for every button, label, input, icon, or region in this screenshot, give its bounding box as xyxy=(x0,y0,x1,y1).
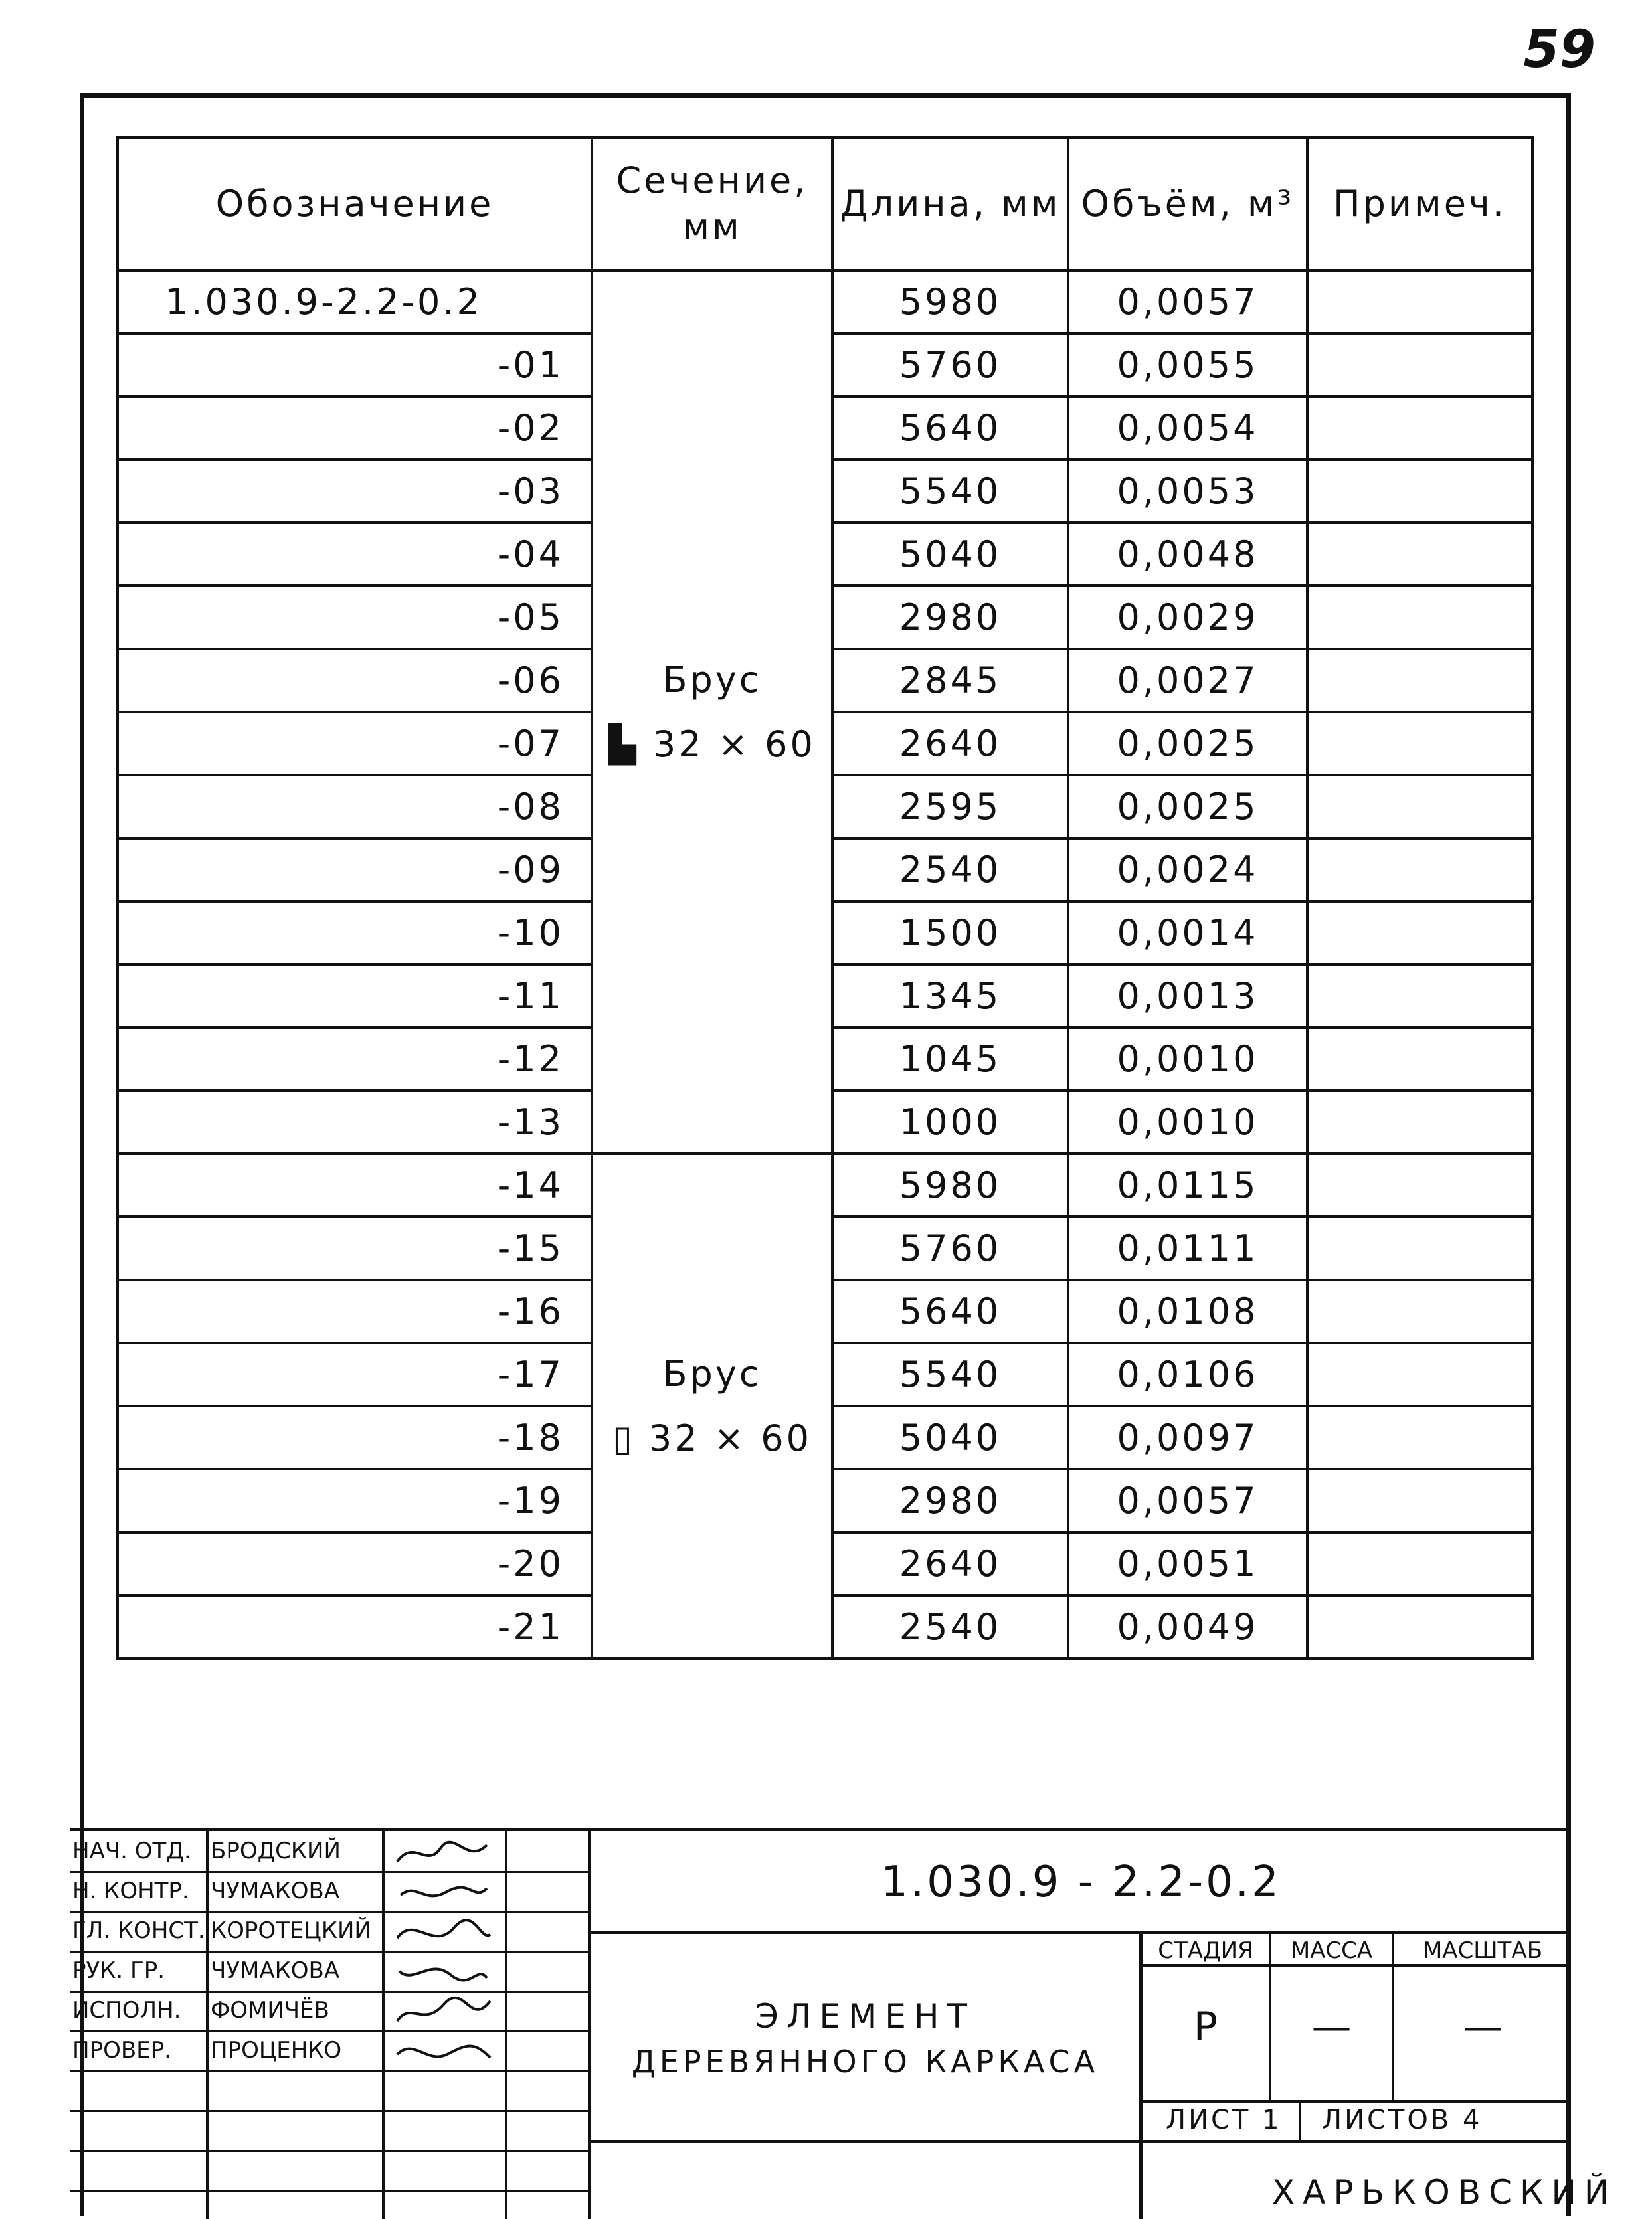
designation-cell: -10 xyxy=(118,901,592,964)
header-volume: Объём, м³ xyxy=(1068,137,1307,270)
drawing-title-line1: ЭЛЕМЕНТ xyxy=(755,1997,975,2036)
stage-value: Р xyxy=(1193,2004,1218,2050)
length-cell: 5040 xyxy=(832,523,1068,586)
mass-value: — xyxy=(1311,2004,1352,2050)
table-row xyxy=(118,1154,1532,1217)
designation-cell: -18 xyxy=(118,1406,592,1469)
header-note: Примеч. xyxy=(1307,137,1532,270)
designation-cell: -11 xyxy=(118,964,592,1027)
volume-cell: 0,0025 xyxy=(1068,775,1307,838)
designation-cell: -08 xyxy=(118,775,592,838)
section-material: Брус xyxy=(662,1352,762,1395)
designation-cell: -14 xyxy=(118,1154,592,1217)
designation-cell: -12 xyxy=(118,1027,592,1091)
length-cell: 5640 xyxy=(832,397,1068,460)
mass-label: МАССА xyxy=(1290,1937,1373,1964)
length-cell: 1500 xyxy=(832,901,1068,964)
designation-cell: -17 xyxy=(118,1343,592,1406)
designation-cell: -01 xyxy=(118,333,592,397)
drawing-title-line2: ДЕРЕВЯННОГО КАРКАСА xyxy=(631,2044,1099,2080)
note-cell xyxy=(1307,649,1532,712)
table-header-row xyxy=(118,137,1532,270)
signatory-name: ЧУМАКОВА xyxy=(211,1878,340,1904)
note-cell xyxy=(1307,775,1532,838)
designation-cell: -03 xyxy=(118,460,592,523)
note-cell xyxy=(1307,523,1532,586)
designation-cell: -19 xyxy=(118,1469,592,1532)
designation-cell: -02 xyxy=(118,397,592,460)
section-cell-rect xyxy=(592,1154,832,1658)
length-cell: 5540 xyxy=(832,1343,1068,1406)
title-block xyxy=(70,1828,1617,2219)
note-cell xyxy=(1307,1027,1532,1091)
length-cell: 5980 xyxy=(832,1154,1068,1217)
note-cell xyxy=(1307,901,1532,964)
signatory-name: КОРОТЕЦКИЙ xyxy=(211,1917,371,1944)
scale-value: — xyxy=(1463,2004,1503,2050)
note-cell xyxy=(1307,1091,1532,1154)
volume-cell: 0,0097 xyxy=(1068,1406,1307,1469)
signature-mark xyxy=(394,1835,494,1871)
volume-cell: 0,0013 xyxy=(1068,964,1307,1027)
length-cell: 2540 xyxy=(832,838,1068,901)
signatory-role: РУК. ГР. xyxy=(72,1957,165,1984)
note-cell xyxy=(1307,1217,1532,1280)
table-row xyxy=(118,270,1532,333)
header-designation: Обозначение xyxy=(118,137,592,270)
length-cell: 5040 xyxy=(832,1406,1068,1469)
section-material: Брус xyxy=(662,658,762,701)
volume-cell: 0,0048 xyxy=(1068,523,1307,586)
designation-cell: -20 xyxy=(118,1532,592,1595)
volume-cell: 0,0053 xyxy=(1068,460,1307,523)
stage-label: СТАДИЯ xyxy=(1158,1937,1253,1964)
note-cell xyxy=(1307,1469,1532,1532)
note-cell xyxy=(1307,333,1532,397)
length-cell: 2540 xyxy=(832,1595,1068,1658)
length-cell: 5980 xyxy=(832,270,1068,333)
signatory-role: ПРОВЕР. xyxy=(72,2037,171,2064)
volume-cell: 0,0027 xyxy=(1068,649,1307,712)
note-cell xyxy=(1307,1406,1532,1469)
header-length: Длина, мм xyxy=(832,137,1068,270)
length-cell: 5760 xyxy=(832,1217,1068,1280)
volume-cell: 0,0057 xyxy=(1068,270,1307,333)
volume-cell: 0,0054 xyxy=(1068,397,1307,460)
volume-cell: 0,0025 xyxy=(1068,712,1307,775)
note-cell xyxy=(1307,838,1532,901)
volume-cell: 0,0051 xyxy=(1068,1532,1307,1595)
signatory-role: ГЛ. КОНСТ. xyxy=(72,1917,205,1944)
note-cell xyxy=(1307,460,1532,523)
length-cell: 2640 xyxy=(832,1532,1068,1595)
signature-mark xyxy=(394,1875,494,1911)
length-cell: 1000 xyxy=(832,1091,1068,1154)
signatory-name: ЧУМАКОВА xyxy=(211,1957,340,1984)
length-cell: 1345 xyxy=(832,964,1068,1027)
sheet-number: ЛИСТ 1 xyxy=(1166,2105,1282,2135)
volume-cell: 0,0014 xyxy=(1068,901,1307,964)
scale-label: МАСШТАБ xyxy=(1422,1937,1543,1964)
length-cell: 5540 xyxy=(832,460,1068,523)
note-cell xyxy=(1307,964,1532,1027)
length-cell: 2640 xyxy=(832,712,1068,775)
signature-mark xyxy=(394,1955,494,1991)
note-cell xyxy=(1307,586,1532,649)
signatory-name: БРОДСКИЙ xyxy=(211,1838,341,1864)
note-cell xyxy=(1307,1154,1532,1217)
length-cell: 1045 xyxy=(832,1027,1068,1091)
volume-cell: 0,0055 xyxy=(1068,333,1307,397)
note-cell xyxy=(1307,397,1532,460)
designation-cell: -13 xyxy=(118,1091,592,1154)
signatory-role: ИСПОЛН. xyxy=(72,1997,181,2024)
length-cell: 2980 xyxy=(832,1469,1068,1532)
note-cell xyxy=(1307,270,1532,333)
volume-cell: 0,0115 xyxy=(1068,1154,1307,1217)
sheet-count: ЛИСТОВ 4 xyxy=(1322,2105,1483,2135)
note-cell xyxy=(1307,1280,1532,1343)
note-cell xyxy=(1307,1532,1532,1595)
signatory-role: НАЧ. ОТД. xyxy=(72,1838,191,1864)
document-code: 1.030.9 - 2.2-0.2 xyxy=(881,1858,1281,1907)
page-number: 59 xyxy=(1523,20,1596,80)
specification-table xyxy=(116,136,1534,1660)
designation-cell: -16 xyxy=(118,1280,592,1343)
designation-cell: -15 xyxy=(118,1217,592,1280)
signatory-role: Н. КОНТР. xyxy=(72,1878,189,1904)
note-cell xyxy=(1307,712,1532,775)
signatory-name: ПРОЦЕНКО xyxy=(211,2037,342,2064)
volume-cell: 0,0108 xyxy=(1068,1280,1307,1343)
volume-cell: 0,0029 xyxy=(1068,586,1307,649)
organization-name: ХАРЬКОВСКИЙ xyxy=(1272,2173,1617,2212)
length-cell: 5760 xyxy=(832,333,1068,397)
designation-cell: -09 xyxy=(118,838,592,901)
volume-cell: 0,0106 xyxy=(1068,1343,1307,1406)
length-cell: 2980 xyxy=(832,586,1068,649)
designation-cell: -06 xyxy=(118,649,592,712)
note-cell xyxy=(1307,1595,1532,1658)
signature-mark xyxy=(394,1995,494,2030)
signature-mark xyxy=(394,1915,494,1951)
designation-cell: -05 xyxy=(118,586,592,649)
volume-cell: 0,0049 xyxy=(1068,1595,1307,1658)
length-cell: 2595 xyxy=(832,775,1068,838)
volume-cell: 0,0024 xyxy=(1068,838,1307,901)
designation-cell: -04 xyxy=(118,523,592,586)
volume-cell: 0,0010 xyxy=(1068,1027,1307,1091)
signatory-name: ФОМИЧЁВ xyxy=(211,1997,329,2024)
designation-cell: 1.030.9-2.2-0.2 xyxy=(118,270,592,333)
note-cell xyxy=(1307,1343,1532,1406)
volume-cell: 0,0057 xyxy=(1068,1469,1307,1532)
length-cell: 5640 xyxy=(832,1280,1068,1343)
header-section: Сечение, мм xyxy=(592,137,832,270)
signature-mark xyxy=(394,2034,494,2070)
length-cell: 2845 xyxy=(832,649,1068,712)
volume-cell: 0,0010 xyxy=(1068,1091,1307,1154)
section-profile: ▙ 32 × 60 xyxy=(608,723,816,765)
volume-cell: 0,0111 xyxy=(1068,1217,1307,1280)
designation-cell: -07 xyxy=(118,712,592,775)
designation-cell: -21 xyxy=(118,1595,592,1658)
section-profile: ▯ 32 × 60 xyxy=(612,1417,812,1459)
section-cell-angle xyxy=(592,270,832,1154)
